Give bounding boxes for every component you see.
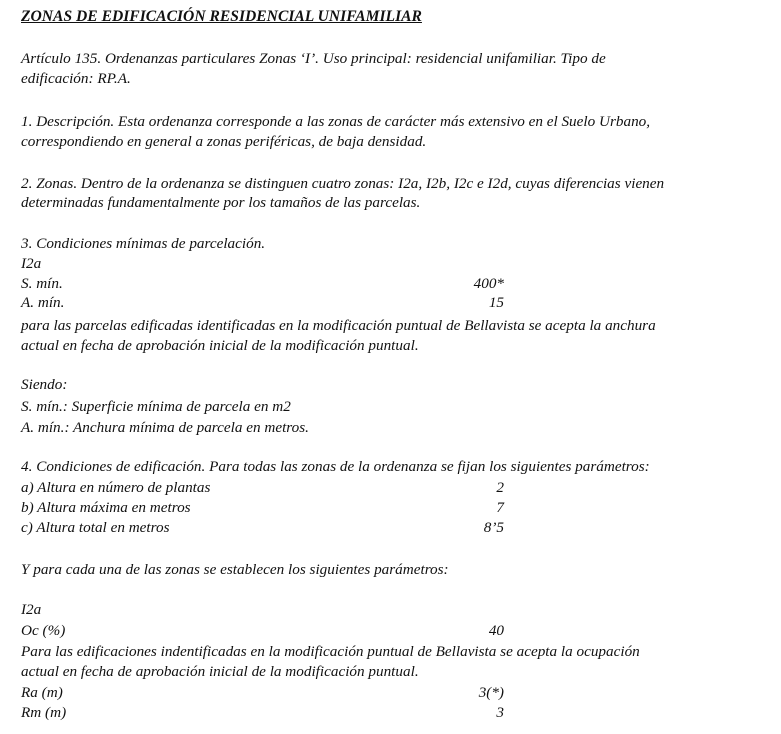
param-value: 7 [496,499,504,516]
definition-a-min: A. mín.: Anchura mínima de parcela en metros. [21,419,309,436]
section4-note-1: Para las edificaciones indentificadas en la modificación puntual de Bellavista se acepta la ocupación [21,643,640,660]
param-label: c) Altura total en metros [21,519,170,536]
section4-note-2: actual en fecha de aprobación inicial de la modificación puntual. [21,663,419,680]
param-value: 15 [488,294,504,311]
section4-heading: 4. Condiciones de edificación. Para todas las zonas de la ordenanza se fijan los siguientes parámetros: [21,458,650,475]
param-label: Oc (%) [21,622,66,639]
section2-line-1: 2. Zonas. Dentro de la ordenanza se distinguen cuatro zonas: I2a, I2b, I2c e I2d, cuyas diferencias vienen [21,175,665,192]
section3-heading: 3. Condiciones mínimas de parcelación. [21,235,266,252]
param-label: b) Altura máxima en metros [21,499,191,516]
param-label: A. mín. [21,294,65,311]
section4-intro: Y para cada una de las zonas se establecen los siguientes parámetros: [21,561,449,578]
param-value: 400* [473,275,504,292]
section3-note-2: actual en fecha de aprobación inicial de la modificación puntual. [21,337,419,354]
param-label: Ra (m) [21,684,63,701]
param-value: 40 [488,622,504,639]
section4-zone: I2a [21,601,42,618]
param-label: Rm (m) [21,704,67,721]
definition-s-min: S. mín.: Superficie mínima de parcela en m2 [21,398,291,415]
param-value: 3(*) [478,684,504,701]
param-value: 8’5 [483,519,504,536]
siendo-label: Siendo: [21,376,68,393]
param-value: 3 [496,704,504,721]
section3-zone: I2a [21,255,42,272]
article-line-2: edificación: RP.A. [21,70,131,87]
article-line-1: Artículo 135. Ordenanzas particulares Zonas ‘I’. Uso principal: residencial unifamiliar. Tipo de [21,50,606,67]
section1-line-2: correspondiendo en general a zonas periféricas, de baja densidad. [21,133,427,150]
section3-note-1: para las parcelas edificadas identificadas en la modificación puntual de Bellavista se acepta la anchura [21,317,656,334]
param-label: a) Altura en número de plantas [21,479,211,496]
section2-line-2: determinadas fundamentalmente por los tamaños de las parcelas. [21,194,421,211]
param-value: 2 [496,479,504,496]
page-title: ZONAS DE EDIFICACIÓN RESIDENCIAL UNIFAMILIAR [21,8,422,25]
param-label: S. mín. [21,275,63,292]
section1-line-1: 1. Descripción. Esta ordenanza corresponde a las zonas de carácter más extensivo en el Suelo Urbano, [21,113,651,130]
